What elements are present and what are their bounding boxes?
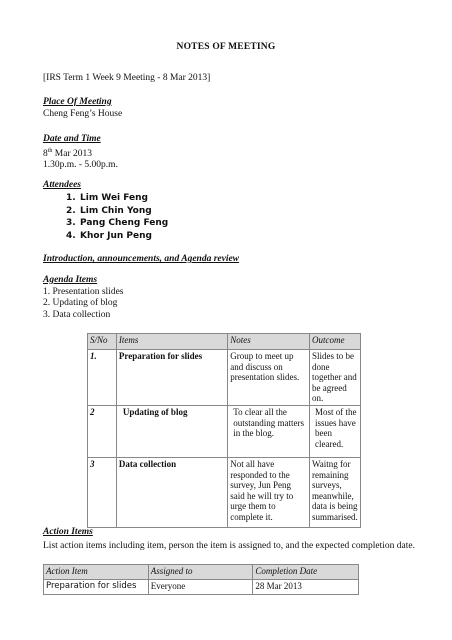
attendees-heading: Attendees [43,180,81,190]
row-outcome: Waitng for remaining surveys, meanwhile, data is being summarised. [309,457,360,527]
attendee-item [66,230,168,243]
attendee-name: Lim Wei Feng [80,193,148,203]
header-assigned-to: Assigned to [148,565,253,580]
attendee-number: 3. [66,218,76,229]
date-day: 8 [43,148,48,159]
table-row [88,457,361,527]
action-section [43,527,415,552]
attendee-name: Pang Cheng Feng [80,218,169,229]
date-time-heading: Date and Time [43,134,101,144]
agenda-section [43,275,123,321]
header-completion-date: Completion Date [253,565,359,580]
table-row [44,580,359,595]
attendees-section [43,180,81,192]
date-value [43,146,118,161]
row-sno: 3 [88,457,117,527]
attendee-name: Khor Jun Peng [80,230,152,241]
intro-section [43,254,239,266]
action-row-item: Preparation for slides [44,580,149,595]
action-row-assigned: Everyone [148,580,253,595]
document-title: NOTES OF MEETING [176,42,276,52]
attendee-number: 1. [66,193,76,203]
attendee-item [66,205,168,218]
attendee-number: 2. [66,205,76,216]
row-notes: To clear all the outstanding matters in the blog. [228,405,310,457]
meeting-info: [IRS Term 1 Week 9 Meeting - 8 Mar 2013] [43,73,211,83]
date-rest: Mar 2013 [52,148,92,159]
row-notes: Not all have responded to the survey, Jun Peng said he will try to urge them to complete it. [228,457,310,527]
header-action-item: Action Item [44,565,149,580]
time-value: 1.30p.m. - 5.00p.m. [43,160,118,171]
row-outcome: Slides to be done together and be agreed on. [309,350,360,406]
header-notes: Notes [228,334,310,350]
agenda-table [87,333,361,528]
row-notes: Group to meet up and discuss on presentation slides. [228,350,310,406]
agenda-heading: Agenda Items [43,275,98,285]
header-items: Items [116,334,227,350]
attendee-item [66,192,168,205]
date-time-section [43,134,118,172]
row-outcome: Most of the issues have been cleared. [309,405,360,457]
action-table [43,564,359,595]
agenda-item: 2. Updating of blog [43,298,118,308]
row-sno: 2 [88,405,117,457]
action-description: List action items including item, person the item is assigned to, and the expected completion date. [43,540,415,551]
row-item: Updating of blog [116,405,227,457]
agenda-item: 1. Presentation slides [43,286,124,297]
attendees-list [66,192,168,242]
attendee-number: 4. [66,230,76,241]
attendee-name: Lim Chin Yong [80,205,152,216]
table-row [88,350,361,406]
action-heading: Action Items [43,527,93,537]
agenda-item: 3. Data collection [43,309,111,320]
table-row [88,405,361,457]
action-table-header [44,565,359,580]
action-row-date: 28 Mar 2013 [253,580,359,595]
place-heading: Place Of Meeting [43,97,112,107]
header-sno: S/No [88,334,117,350]
place-section [43,97,122,120]
row-sno: 1. [88,350,117,406]
date-suffix: th [47,147,53,154]
attendee-item [66,217,168,230]
row-item: Data collection [116,457,227,527]
place-value: Cheng Feng’s House [43,108,123,119]
agenda-table-header [88,334,361,350]
row-item: Preparation for slides [116,350,227,406]
header-outcome: Outcome [309,334,360,350]
intro-heading: Introduction, announcements, and Agenda review [43,254,240,264]
